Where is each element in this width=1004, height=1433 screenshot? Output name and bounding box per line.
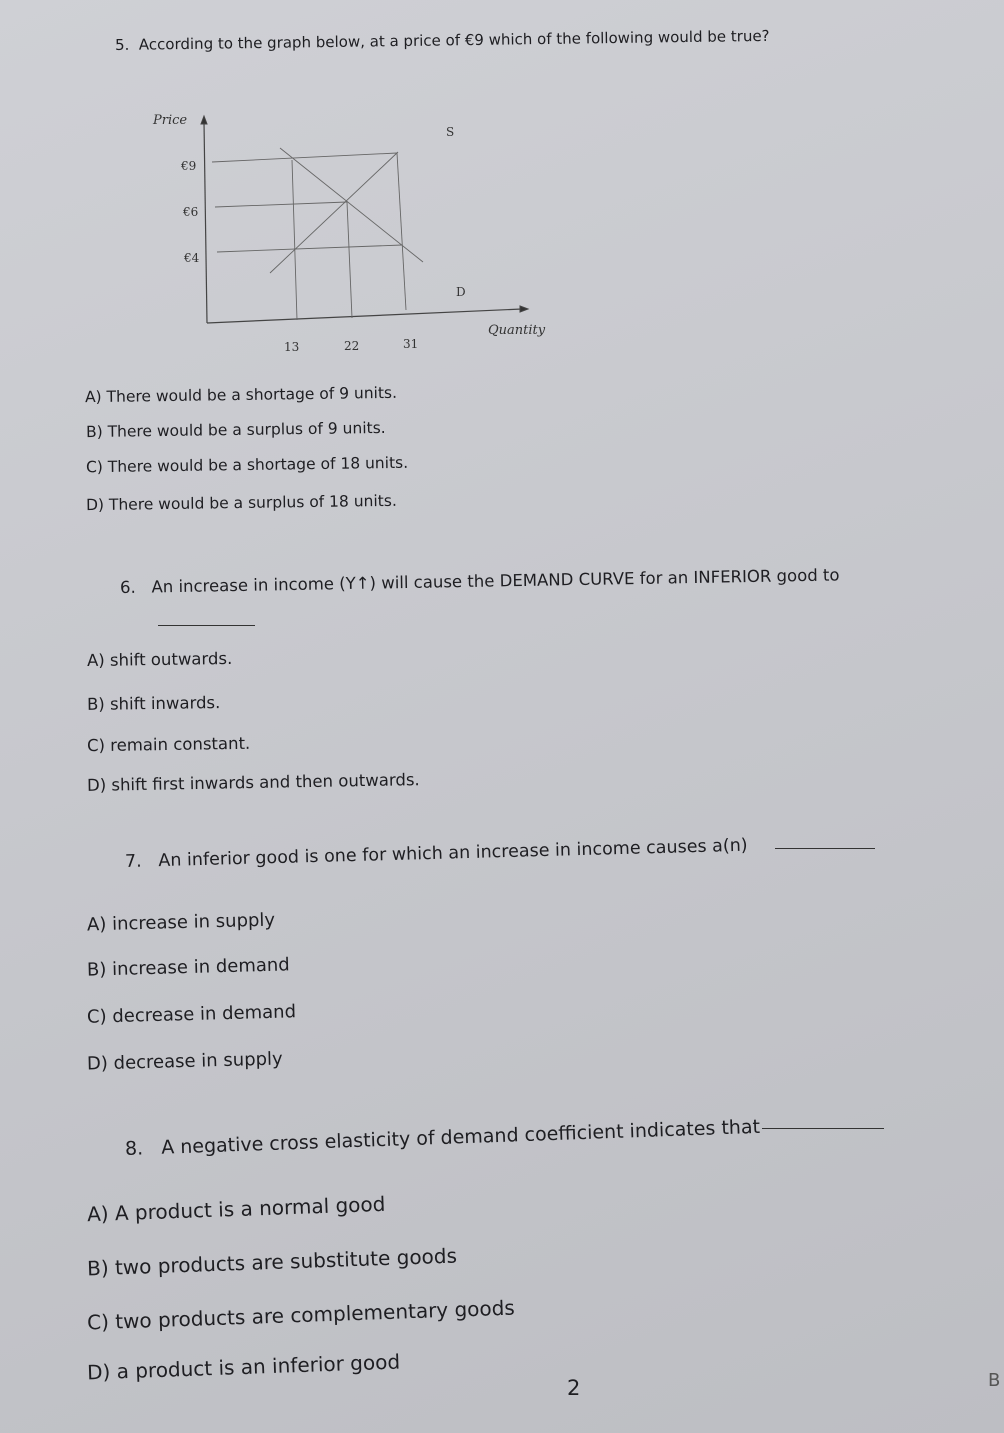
option-a[interactable]: A) increase in supply <box>86 909 276 936</box>
price-4-line <box>217 245 402 252</box>
demand-curve <box>280 148 423 262</box>
option-b[interactable]: B) two products are substitute goods <box>86 1243 458 1281</box>
quantity-13-line <box>292 160 297 320</box>
question-text: A negative cross elasticity of demand coefficient indicates that <box>160 1115 761 1159</box>
option-b[interactable]: B) increase in demand <box>86 954 290 981</box>
quantity-tick: 31 <box>403 337 419 351</box>
quantity-31-line <box>397 153 406 310</box>
question-number: 6. <box>119 577 136 597</box>
price-9-line <box>212 153 397 162</box>
price-6-line <box>215 202 347 207</box>
question-6 <box>120 565 840 597</box>
option-c[interactable]: C) decrease in demand <box>86 1001 297 1028</box>
option-c[interactable]: C) There would be a shortage of 18 units. <box>85 453 409 477</box>
question-text: According to the graph below, at a price of €9 which of the following would be true? <box>138 26 770 54</box>
demand-label: D <box>456 285 466 299</box>
quantity-tick: 13 <box>284 340 300 354</box>
y-axis-arrow <box>201 116 207 124</box>
answer-blank <box>158 625 255 626</box>
supply-curve <box>270 152 398 273</box>
question-text: An inferior good is one for which an increase in income causes a(n) <box>158 835 748 872</box>
question-8 <box>125 1116 761 1160</box>
question-text: An increase in income (Y↑) will cause the DEMAND CURVE for an INFERIOR good to <box>151 565 840 597</box>
question-number: 7. <box>124 851 142 872</box>
page-number: 2 <box>567 1376 581 1400</box>
answer-blank <box>762 1128 884 1129</box>
option-b[interactable]: B) There would be a surplus of 9 units. <box>85 418 386 442</box>
price-tick: €6 <box>183 205 199 219</box>
price-tick: €4 <box>184 251 200 265</box>
option-d[interactable]: D) decrease in supply <box>86 1048 283 1075</box>
option-a[interactable]: A) shift outwards. <box>86 648 233 671</box>
supply-label: S <box>446 125 455 139</box>
x-axis <box>207 309 522 323</box>
answer-blank <box>775 848 875 849</box>
y-axis-label: Price <box>153 113 188 128</box>
option-a[interactable]: A) A product is a normal good <box>86 1191 386 1227</box>
option-b[interactable]: B) shift inwards. <box>86 693 221 714</box>
x-axis-label: Quantity <box>488 323 546 338</box>
question-7 <box>125 836 748 872</box>
option-c[interactable]: C) two products are complementary goods <box>86 1295 516 1335</box>
option-c[interactable]: C) remain constant. <box>86 733 251 756</box>
option-d[interactable]: D) There would be a surplus of 18 units. <box>85 491 397 515</box>
option-a[interactable]: A) There would be a shortage of 9 units. <box>84 383 398 407</box>
option-d[interactable]: D) shift first inwards and then outwards. <box>86 770 420 795</box>
question-number: 5. <box>114 35 130 54</box>
edge-mark: B <box>988 1370 1001 1391</box>
quantity-22-line <box>347 202 352 318</box>
x-axis-arrow <box>520 306 528 312</box>
supply-demand-graph <box>0 0 1004 400</box>
quantity-tick: 22 <box>344 339 360 353</box>
option-d[interactable]: D) a product is an inferior good <box>86 1349 401 1385</box>
y-axis <box>204 122 207 323</box>
price-tick: €9 <box>181 159 197 173</box>
question-number: 8. <box>124 1137 144 1160</box>
